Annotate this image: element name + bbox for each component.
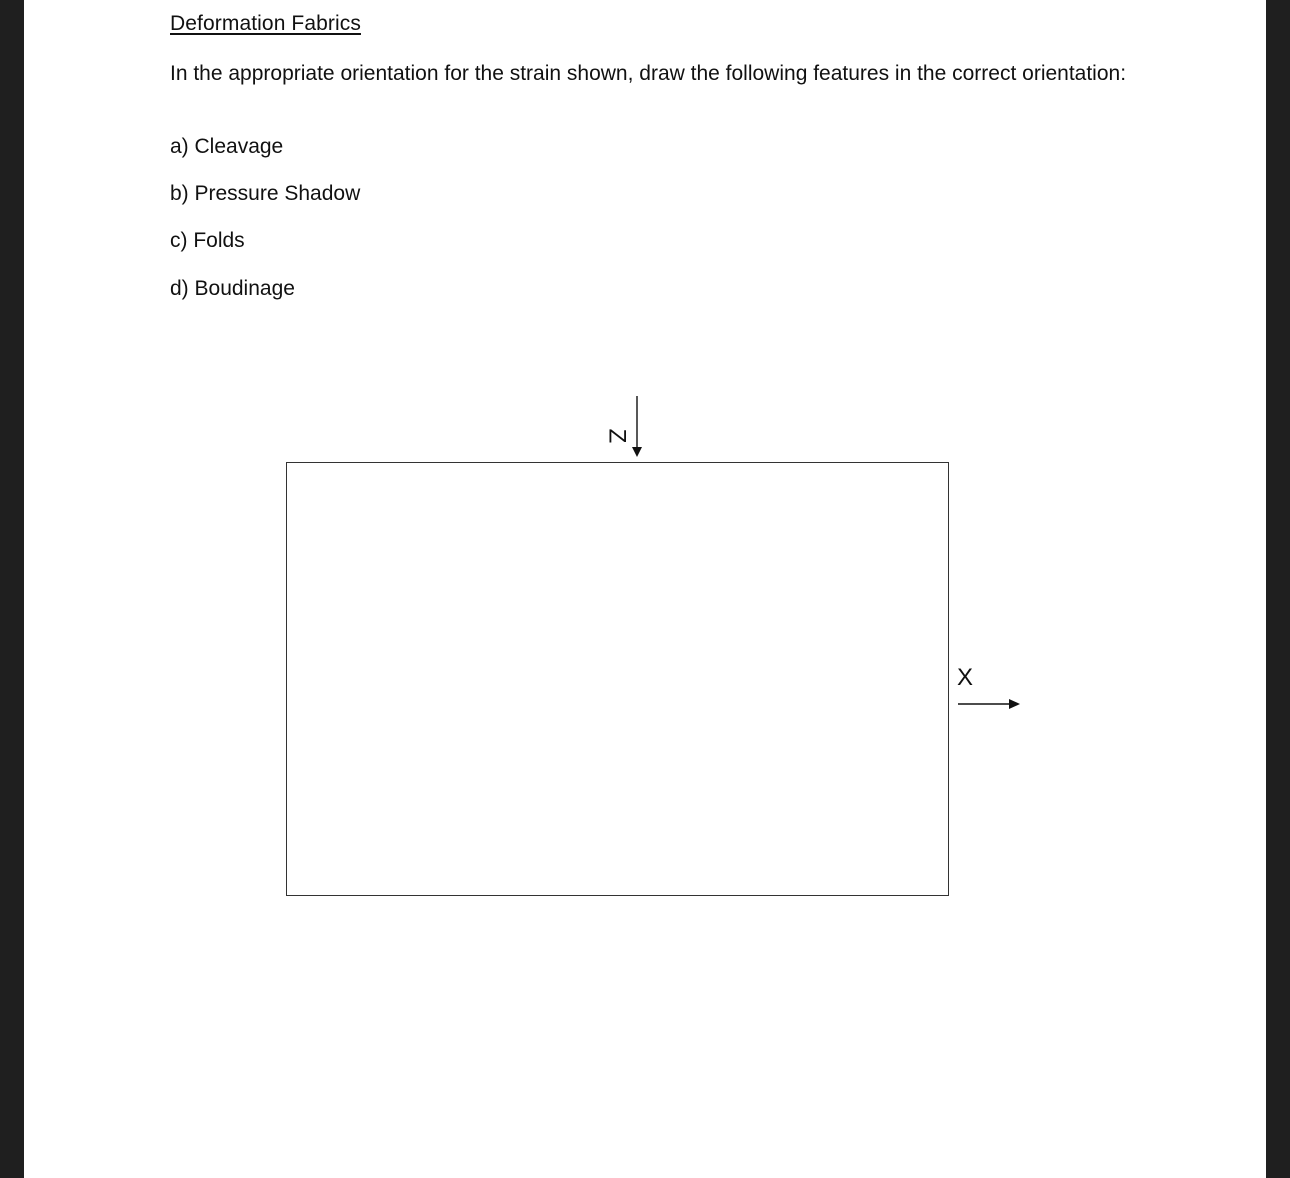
viewer-right-gutter <box>1266 0 1290 1178</box>
list-item-boudinage: d) Boudinage <box>170 277 295 300</box>
list-item-cleavage: a) Cleavage <box>170 135 284 158</box>
strain-diagram-box <box>286 462 949 896</box>
arrow-right-icon <box>958 696 1024 712</box>
axis-x-label: X <box>957 664 974 691</box>
instructions-text: In the appropriate orientation for the strain shown, draw the following features in the correct orientation: <box>170 62 1127 85</box>
arrow-down-icon <box>630 396 644 460</box>
axis-z-label: Z <box>603 428 631 444</box>
list-item-pressure-shadow: b) Pressure Shadow <box>170 182 361 205</box>
page-title: Deformation Fabrics <box>170 12 361 35</box>
list-item-folds: c) Folds <box>170 229 245 252</box>
document-page <box>24 0 1266 1178</box>
